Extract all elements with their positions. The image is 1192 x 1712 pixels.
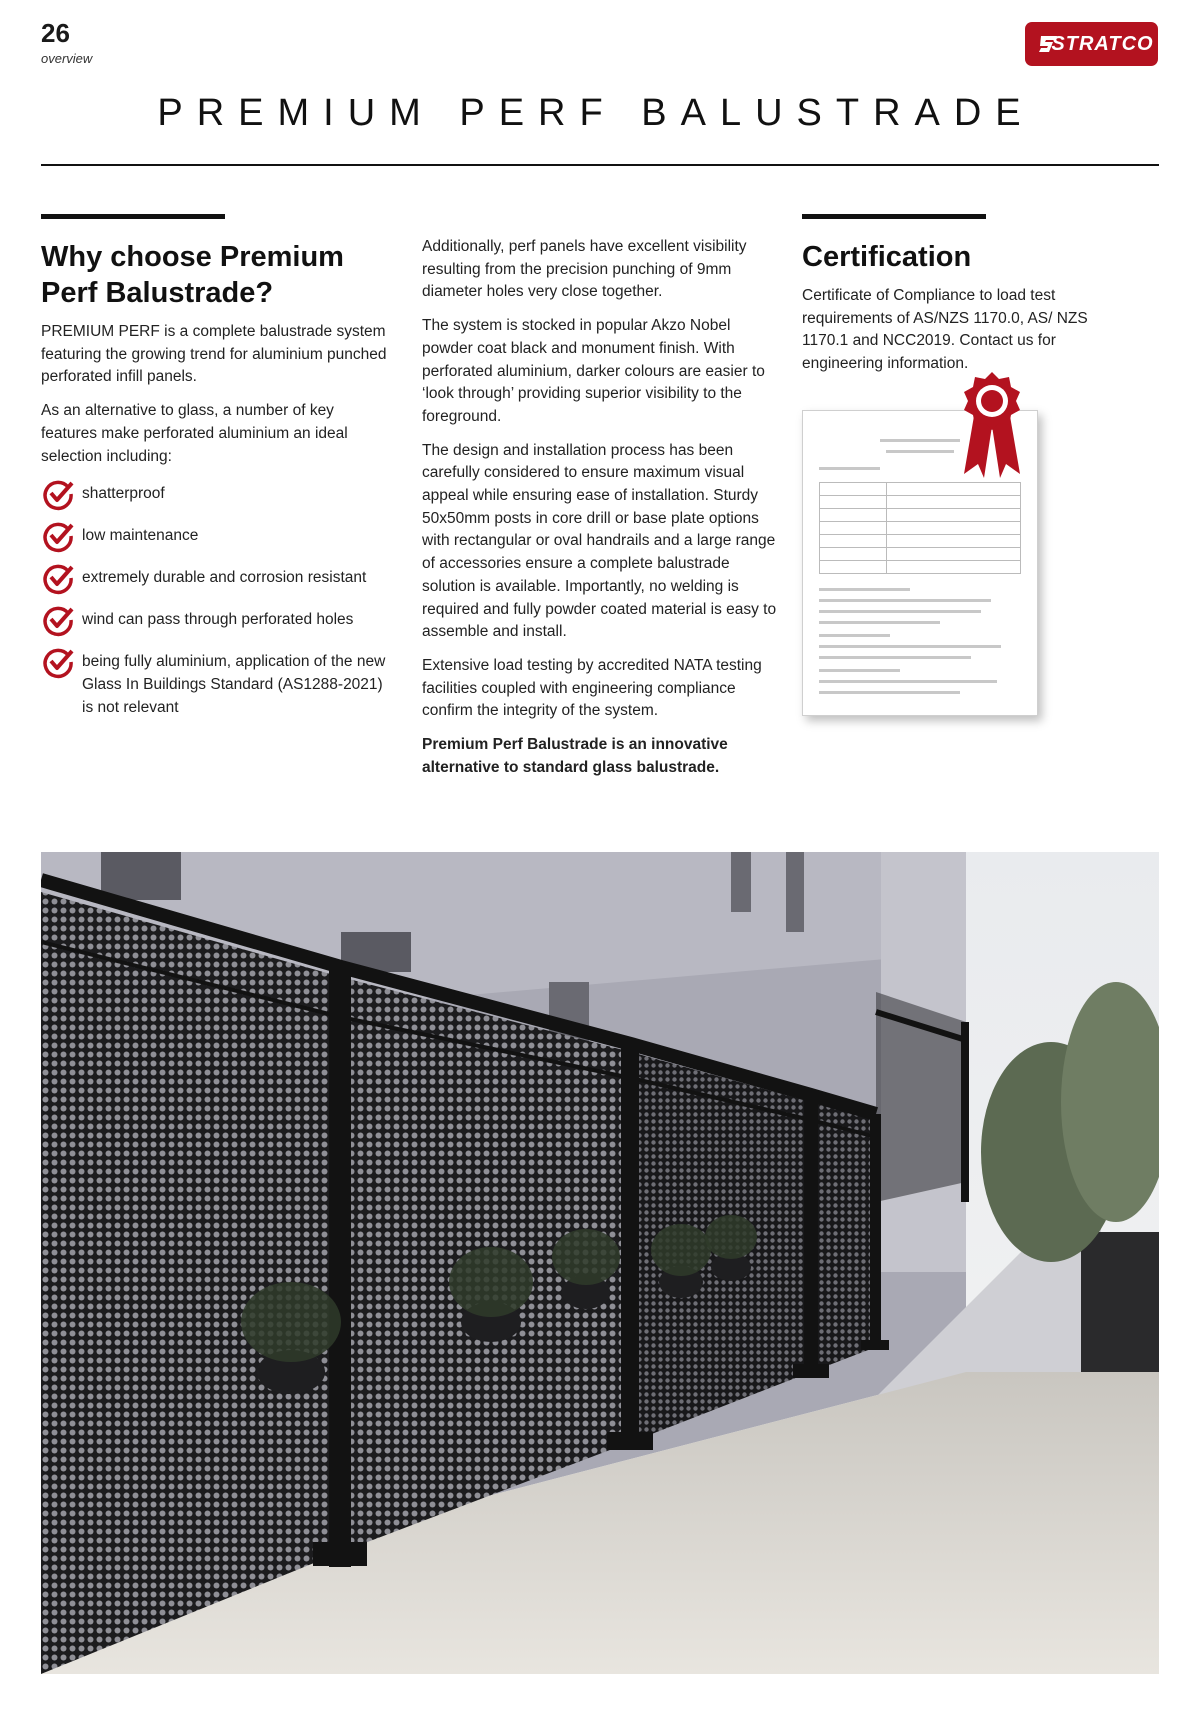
feature-text: shatterproof <box>82 485 165 503</box>
heading-accent-rule <box>802 214 986 219</box>
visibility-paragraph: Additionally, perf panels have excellent visibility resulting from the precision punching of 9mm diameter holes very close together. <box>422 238 747 301</box>
certification-text: Certificate of Compliance to load test requirements of AS/NZS 1170.0, AS/ NZS 1170.1 and NCC2019. Contact us for engineering information. <box>802 287 1088 373</box>
alternative-paragraph: As an alternative to glass, a number of key features make perforated aluminium an ideal selection including: <box>41 402 348 465</box>
red-check-icon <box>41 519 75 553</box>
brand-name: STRATCO <box>1051 32 1154 55</box>
list-item <box>41 647 391 719</box>
page-number: 26 <box>41 18 70 48</box>
installation-paragraph: The design and installation process has been carefully considered to ensure maximum visual appeal while ensuring ease of installation. Sturdy 50x50mm posts in core drill or base plate options with rectangular or oval handrails and a large range of accessories ensure a complete balustrade solution is available. Importantly, no welding is required and fully powder coated material is easy to assemble and install. <box>422 441 777 641</box>
list-item <box>41 479 391 511</box>
certification-heading: Certification <box>802 241 972 273</box>
list-item <box>41 521 391 553</box>
red-check-icon <box>41 645 75 679</box>
list-item <box>41 605 391 637</box>
red-check-icon <box>41 477 75 511</box>
feature-text: being fully aluminium, application of the new Glass In Buildings Standard (AS1288-2021) is not relevant <box>82 653 386 716</box>
balustrade-scene <box>41 852 1159 1674</box>
red-check-icon <box>41 603 75 637</box>
title-divider <box>41 164 1159 166</box>
list-item <box>41 563 391 595</box>
brand-mark-icon <box>1037 34 1059 54</box>
feature-list <box>41 479 391 719</box>
section-label: overview <box>41 51 93 66</box>
heading-accent-rule <box>41 214 225 219</box>
closing-statement: Premium Perf Balustrade is an innovative alternative to standard glass balustrade. <box>422 736 728 776</box>
details-section <box>422 236 782 790</box>
red-check-icon <box>41 561 75 595</box>
certification-section <box>802 214 1132 387</box>
balustrade-photo <box>41 852 1159 1674</box>
testing-paragraph: Extensive load testing by accredited NATA testing facilities coupled with engineering compliance confirm the integrity of the system. <box>422 656 762 720</box>
feature-text: low maintenance <box>82 527 199 545</box>
feature-text: extremely durable and corrosion resistant <box>82 569 367 587</box>
why-choose-heading: Why choose Premium Perf Balustrade? <box>41 241 344 309</box>
award-ribbon-icon <box>952 368 1032 480</box>
stratco-logo <box>1025 22 1158 66</box>
intro-paragraph: PREMIUM PERF is a complete balustrade system featuring the growing trend for aluminium punched perforated infill panels. <box>41 323 387 386</box>
why-choose-section <box>41 214 391 729</box>
feature-text: wind can pass through perforated holes <box>82 611 354 629</box>
page-title: PREMIUM PERF BALUSTRADE <box>157 92 1035 134</box>
finish-paragraph: The system is stocked in popular Akzo Nobel powder coat black and monument finish. With perforated aluminium, darker colours are easier to ‘look through’ providing superior visibility to the foreground. <box>422 317 765 425</box>
